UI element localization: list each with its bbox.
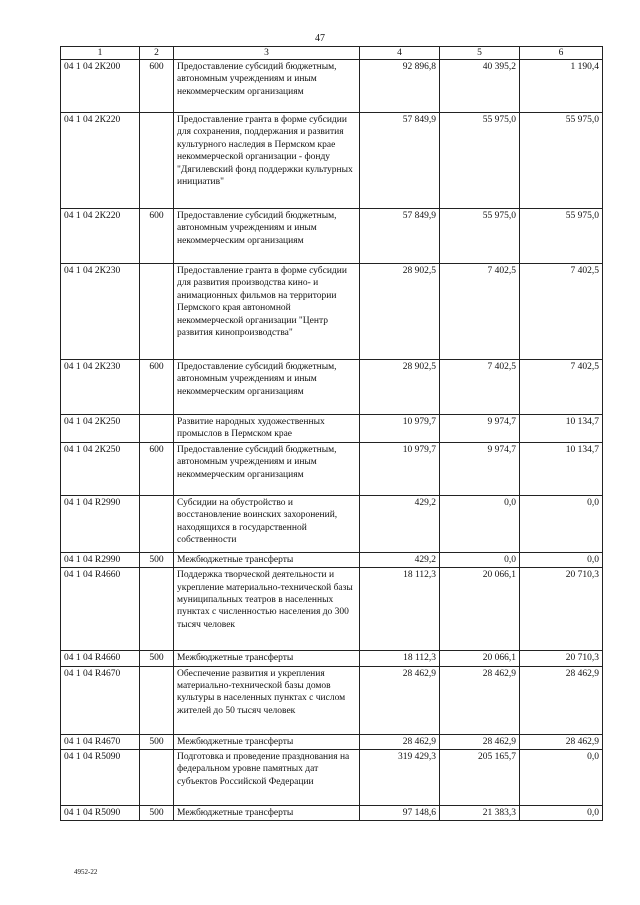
expense-type-code (140, 264, 174, 360)
column-header: 5 (440, 47, 520, 60)
amount-col-5: 40 395,2 (440, 60, 520, 113)
expense-type-code: 600 (140, 360, 174, 415)
amount-col-6: 55 975,0 (520, 113, 603, 209)
amount-col-6: 55 975,0 (520, 209, 603, 264)
expense-type-code: 500 (140, 806, 174, 821)
amount-col-4: 18 112,3 (360, 568, 440, 651)
amount-col-6: 10 134,7 (520, 415, 603, 443)
column-header: 3 (174, 47, 360, 60)
amount-col-5: 55 975,0 (440, 209, 520, 264)
target-item-code: 04 1 04 2К250 (61, 442, 140, 495)
amount-col-4: 92 896,8 (360, 60, 440, 113)
amount-col-6: 7 402,5 (520, 264, 603, 360)
amount-col-6: 0,0 (520, 495, 603, 552)
amount-col-6: 28 462,9 (520, 666, 603, 734)
target-item-code: 04 1 04 R4670 (61, 734, 140, 749)
amount-col-6: 7 402,5 (520, 360, 603, 415)
expense-type-code (140, 568, 174, 651)
table-row (61, 552, 603, 567)
table-row (61, 442, 603, 495)
amount-col-4: 57 849,9 (360, 113, 440, 209)
item-name: Предоставление субсидий бюджетным, автономным учреждениям и иным некоммерческим организациям (174, 360, 360, 415)
target-item-code: 04 1 04 2К220 (61, 209, 140, 264)
amount-col-5: 55 975,0 (440, 113, 520, 209)
amount-col-4: 429,2 (360, 495, 440, 552)
column-header: 2 (140, 47, 174, 60)
target-item-code: 04 1 04 R2990 (61, 495, 140, 552)
item-name: Межбюджетные трансферты (174, 806, 360, 821)
table-row (61, 360, 603, 415)
amount-col-5: 20 066,1 (440, 568, 520, 651)
expense-type-code: 600 (140, 60, 174, 113)
amount-col-4: 97 148,6 (360, 806, 440, 821)
table-row (61, 113, 603, 209)
item-name: Межбюджетные трансферты (174, 552, 360, 567)
amount-col-6: 20 710,3 (520, 568, 603, 651)
document-footer-code: 4952-22 (74, 868, 98, 876)
table-row (61, 209, 603, 264)
amount-col-6: 1 190,4 (520, 60, 603, 113)
expense-type-code (140, 666, 174, 734)
item-name: Развитие народных художественных промыслов в Пермском крае (174, 415, 360, 443)
amount-col-4: 18 112,3 (360, 651, 440, 666)
target-item-code: 04 1 04 R4660 (61, 568, 140, 651)
amount-col-6: 0,0 (520, 552, 603, 567)
table-row (61, 666, 603, 734)
target-item-code: 04 1 04 2К230 (61, 264, 140, 360)
page-number: 47 (315, 33, 325, 44)
table-row (61, 415, 603, 443)
table-row (61, 264, 603, 360)
target-item-code: 04 1 04 2К250 (61, 415, 140, 443)
expense-type-code: 600 (140, 209, 174, 264)
column-header: 4 (360, 47, 440, 60)
target-item-code: 04 1 04 2К200 (61, 60, 140, 113)
amount-col-5: 205 165,7 (440, 750, 520, 806)
budget-table (60, 46, 603, 821)
expense-type-code: 500 (140, 734, 174, 749)
expense-type-code (140, 415, 174, 443)
amount-col-4: 319 429,3 (360, 750, 440, 806)
amount-col-6: 28 462,9 (520, 734, 603, 749)
target-item-code: 04 1 04 R4670 (61, 666, 140, 734)
amount-col-6: 10 134,7 (520, 442, 603, 495)
amount-col-4: 28 902,5 (360, 264, 440, 360)
target-item-code: 04 1 04 R4660 (61, 651, 140, 666)
amount-col-4: 28 462,9 (360, 666, 440, 734)
table-row (61, 651, 603, 666)
amount-col-6: 0,0 (520, 750, 603, 806)
column-header: 1 (61, 47, 140, 60)
column-header: 6 (520, 47, 603, 60)
amount-col-4: 10 979,7 (360, 415, 440, 443)
amount-col-5: 0,0 (440, 495, 520, 552)
item-name: Поддержка творческой деятельности и укрепление материально-технической базы муниципальных театров в населенных пунктах с численностью населения до 300 тысяч человек (174, 568, 360, 651)
amount-col-5: 28 462,9 (440, 666, 520, 734)
amount-col-5: 7 402,5 (440, 264, 520, 360)
table-header-row (61, 47, 603, 60)
item-name: Межбюджетные трансферты (174, 734, 360, 749)
target-item-code: 04 1 04 R5090 (61, 750, 140, 806)
amount-col-5: 7 402,5 (440, 360, 520, 415)
expense-type-code (140, 113, 174, 209)
table-row (61, 750, 603, 806)
item-name: Обеспечение развития и укрепления материально-технической базы домов культуры в населенных пунктах с числом жителей до 50 тысяч человек (174, 666, 360, 734)
amount-col-4: 57 849,9 (360, 209, 440, 264)
expense-type-code: 500 (140, 651, 174, 666)
table-row (61, 806, 603, 821)
amount-col-4: 10 979,7 (360, 442, 440, 495)
item-name: Предоставление субсидий бюджетным, автономным учреждениям и иным некоммерческим организациям (174, 60, 360, 113)
expense-type-code (140, 495, 174, 552)
table-row (61, 495, 603, 552)
amount-col-4: 28 462,9 (360, 734, 440, 749)
target-item-code: 04 1 04 R2990 (61, 552, 140, 567)
amount-col-5: 28 462,9 (440, 734, 520, 749)
amount-col-5: 9 974,7 (440, 442, 520, 495)
expense-type-code: 600 (140, 442, 174, 495)
amount-col-5: 9 974,7 (440, 415, 520, 443)
expense-type-code (140, 750, 174, 806)
target-item-code: 04 1 04 R5090 (61, 806, 140, 821)
item-name: Подготовка и проведение празднования на федеральном уровне памятных дат субъектов Российской Федерации (174, 750, 360, 806)
amount-col-4: 28 902,5 (360, 360, 440, 415)
item-name: Предоставление гранта в форме субсидии для развития производства кино- и анимационных фильмов на территории Пермского края автономной некоммерческой организации "Центр развития кинопроизводства" (174, 264, 360, 360)
amount-col-6: 0,0 (520, 806, 603, 821)
item-name: Предоставление гранта в форме субсидии для сохранения, поддержания и развития культурного наследия в Пермском крае некоммерческой организации - фонду "Дягилевский фонд поддержки культурных инициатив" (174, 113, 360, 209)
target-item-code: 04 1 04 2К220 (61, 113, 140, 209)
table-row (61, 60, 603, 113)
amount-col-4: 429,2 (360, 552, 440, 567)
amount-col-5: 0,0 (440, 552, 520, 567)
item-name: Предоставление субсидий бюджетным, автономным учреждениям и иным некоммерческим организациям (174, 209, 360, 264)
amount-col-5: 20 066,1 (440, 651, 520, 666)
item-name: Субсидии на обустройство и восстановление воинских захоронений, находящихся в государственной собственности (174, 495, 360, 552)
item-name: Предоставление субсидий бюджетным, автономным учреждениям и иным некоммерческим организациям (174, 442, 360, 495)
amount-col-5: 21 383,3 (440, 806, 520, 821)
amount-col-6: 20 710,3 (520, 651, 603, 666)
item-name: Межбюджетные трансферты (174, 651, 360, 666)
target-item-code: 04 1 04 2К230 (61, 360, 140, 415)
table-row (61, 568, 603, 651)
table-row (61, 734, 603, 749)
expense-type-code: 500 (140, 552, 174, 567)
